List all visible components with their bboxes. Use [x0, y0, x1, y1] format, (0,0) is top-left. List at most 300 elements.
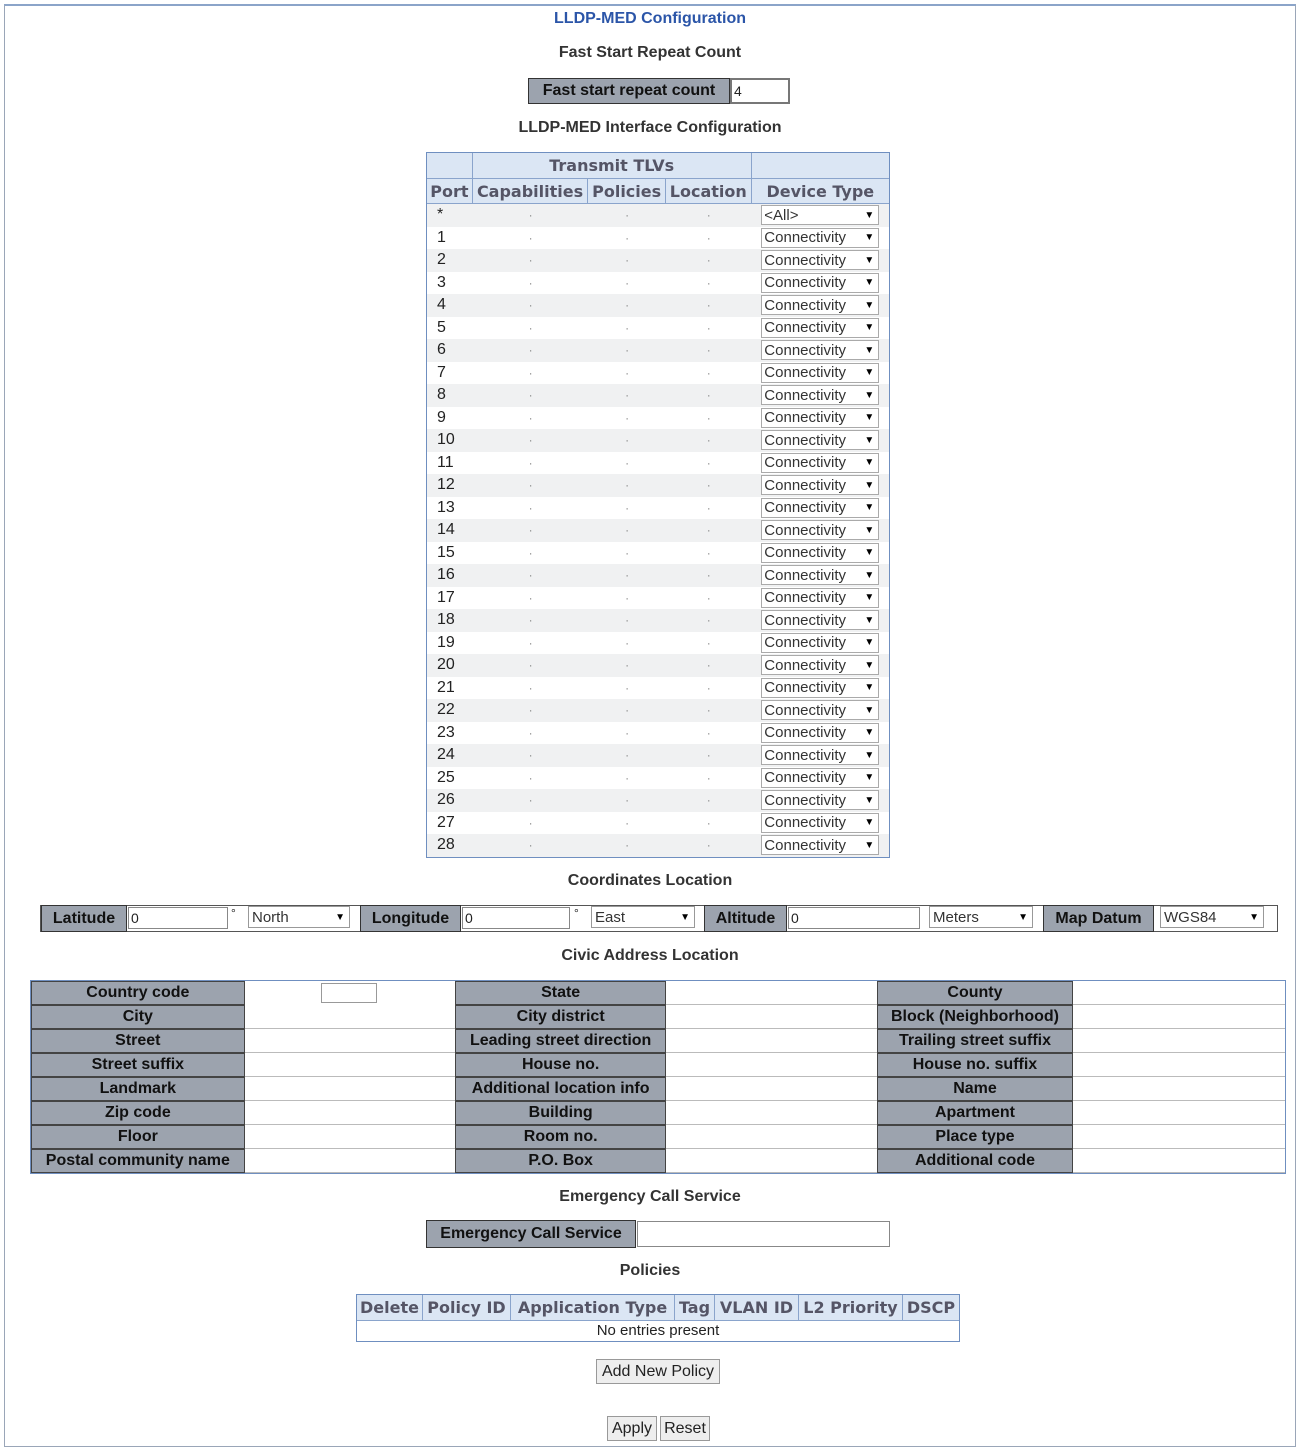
- map-datum-label: Map Datum: [1043, 905, 1154, 932]
- latitude-degree: °: [231, 906, 236, 920]
- device-type-select[interactable]: [761, 768, 879, 788]
- civic-field-label: City district: [455, 1005, 666, 1029]
- emergency-call-service-input[interactable]: [637, 1221, 890, 1247]
- device-type-select[interactable]: [761, 835, 879, 855]
- location-checkbox[interactable]: ·: [706, 568, 711, 583]
- device-type-select[interactable]: [761, 700, 879, 720]
- policy-column-header: Delete: [357, 1295, 423, 1321]
- policies-checkbox[interactable]: ·: [625, 365, 630, 380]
- dropdown-arrow-icon: ▼: [335, 911, 345, 923]
- dropdown-arrow-icon: ▼: [864, 502, 875, 514]
- interface-table: [426, 152, 890, 858]
- capabilities-checkbox[interactable]: ·: [528, 230, 533, 245]
- port-cell: 17: [437, 588, 455, 606]
- port-cell: 23: [437, 723, 455, 741]
- device-type-select[interactable]: [761, 745, 879, 765]
- policies-checkbox[interactable]: ·: [625, 545, 630, 560]
- device-type-value: Connectivity: [764, 611, 846, 629]
- table-row: [427, 564, 889, 587]
- port-cell: 18: [437, 611, 455, 629]
- add-new-policy-button[interactable]: Add New Policy: [596, 1359, 720, 1384]
- port-cell: 24: [437, 746, 455, 764]
- capabilities-checkbox[interactable]: ·: [528, 433, 533, 448]
- location-checkbox[interactable]: ·: [706, 433, 711, 448]
- dropdown-arrow-icon: ▼: [864, 839, 875, 851]
- capabilities-checkbox[interactable]: ·: [528, 388, 533, 403]
- device-type-value: Connectivity: [764, 544, 846, 562]
- port-cell: 12: [437, 476, 455, 494]
- device-type-select[interactable]: [761, 520, 879, 540]
- device-type-select[interactable]: [761, 655, 879, 675]
- civic-field-input[interactable]: [666, 1029, 877, 1053]
- civic-field-label: Landmark: [31, 1077, 245, 1101]
- device-type-value: Connectivity: [764, 229, 846, 247]
- policies-checkbox[interactable]: ·: [625, 748, 630, 763]
- port-cell: 1: [437, 228, 446, 246]
- policies-checkbox[interactable]: ·: [625, 838, 630, 853]
- capabilities-checkbox[interactable]: ·: [528, 275, 533, 290]
- capabilities-checkbox[interactable]: ·: [528, 455, 533, 470]
- civic-row: [31, 1005, 1285, 1029]
- civic-field-input[interactable]: [245, 1005, 456, 1029]
- capabilities-checkbox[interactable]: ·: [528, 410, 533, 425]
- page-title: LLDP-MED Configuration: [554, 10, 746, 27]
- device-type-select[interactable]: [761, 385, 879, 405]
- civic-field-input[interactable]: [245, 1053, 456, 1077]
- policies-checkbox[interactable]: ·: [625, 703, 630, 718]
- reset-button[interactable]: Reset: [660, 1416, 710, 1441]
- location-checkbox[interactable]: ·: [706, 658, 711, 673]
- location-checkbox[interactable]: ·: [706, 635, 711, 650]
- capabilities-checkbox[interactable]: ·: [528, 208, 533, 223]
- civic-field-label: Place type: [877, 1125, 1074, 1149]
- table-row: [427, 789, 889, 812]
- header-blank-2: [752, 153, 889, 179]
- policies-checkbox[interactable]: ·: [625, 410, 630, 425]
- civic-field-label: Street suffix: [31, 1053, 245, 1077]
- civic-field-label: County: [877, 981, 1074, 1005]
- device-type-value: Connectivity: [764, 431, 846, 449]
- location-checkbox[interactable]: ·: [706, 478, 711, 493]
- civic-field-input[interactable]: [1073, 1005, 1285, 1029]
- dropdown-arrow-icon: ▼: [864, 772, 875, 784]
- policies-checkbox[interactable]: ·: [625, 208, 630, 223]
- table-row: [427, 362, 889, 385]
- civic-row: [31, 1125, 1285, 1149]
- device-type-value: Connectivity: [764, 274, 846, 292]
- altitude-input[interactable]: 0: [788, 907, 920, 929]
- device-type-select[interactable]: [761, 475, 879, 495]
- device-type-select[interactable]: [761, 430, 879, 450]
- location-checkbox[interactable]: ·: [706, 703, 711, 718]
- device-type-select[interactable]: [761, 498, 879, 518]
- capabilities-checkbox[interactable]: ·: [528, 298, 533, 313]
- civic-field-input[interactable]: [666, 981, 877, 1005]
- dropdown-arrow-icon: ▼: [864, 659, 875, 671]
- port-cell: 9: [437, 408, 446, 426]
- location-checkbox[interactable]: ·: [706, 388, 711, 403]
- device-type-value: Connectivity: [764, 724, 846, 742]
- device-type-header: Device Type: [752, 179, 889, 204]
- capabilities-checkbox[interactable]: ·: [528, 365, 533, 380]
- policies-checkbox[interactable]: ·: [625, 680, 630, 695]
- dropdown-arrow-icon: ▼: [864, 367, 875, 379]
- dropdown-arrow-icon: ▼: [864, 524, 875, 536]
- dropdown-arrow-icon: ▼: [864, 299, 875, 311]
- civic-row: [31, 1101, 1285, 1125]
- location-checkbox[interactable]: ·: [706, 253, 711, 268]
- location-checkbox[interactable]: ·: [706, 838, 711, 853]
- civic-field-input[interactable]: [666, 1101, 877, 1125]
- location-checkbox[interactable]: ·: [706, 275, 711, 290]
- dropdown-arrow-icon: ▼: [864, 209, 875, 221]
- policies-checkbox[interactable]: ·: [625, 275, 630, 290]
- policies-checkbox[interactable]: ·: [625, 568, 630, 583]
- civic-field-label: Additional location info: [455, 1077, 666, 1101]
- dropdown-arrow-icon: ▼: [864, 704, 875, 716]
- capabilities-checkbox[interactable]: ·: [528, 703, 533, 718]
- device-type-value: Connectivity: [764, 454, 846, 472]
- capabilities-checkbox[interactable]: ·: [528, 680, 533, 695]
- emergency-section-title: Emergency Call Service: [559, 1188, 741, 1205]
- civic-field-input[interactable]: [1073, 1077, 1285, 1101]
- policies-header: Policies: [588, 179, 666, 204]
- dropdown-arrow-icon: ▼: [864, 547, 875, 559]
- civic-row: [31, 1077, 1285, 1101]
- capabilities-checkbox[interactable]: ·: [528, 770, 533, 785]
- table-row: [427, 632, 889, 655]
- device-type-value: <All>: [764, 206, 799, 224]
- emergency-call-service-label: Emergency Call Service: [426, 1220, 636, 1248]
- device-type-value: Connectivity: [764, 589, 846, 607]
- policies-checkbox[interactable]: ·: [625, 613, 630, 628]
- dropdown-arrow-icon: ▼: [1018, 911, 1028, 923]
- civic-field-label: Apartment: [877, 1101, 1074, 1125]
- device-type-select[interactable]: [761, 318, 879, 338]
- table-row: [427, 587, 889, 610]
- capabilities-checkbox[interactable]: ·: [528, 253, 533, 268]
- civic-field-label: Trailing street suffix: [877, 1029, 1074, 1053]
- location-checkbox[interactable]: ·: [706, 680, 711, 695]
- policies-checkbox[interactable]: ·: [625, 815, 630, 830]
- policies-checkbox[interactable]: ·: [625, 523, 630, 538]
- civic-field-label: Floor: [31, 1125, 245, 1149]
- dropdown-arrow-icon: ▼: [864, 592, 875, 604]
- longitude-label: Longitude: [360, 905, 461, 932]
- device-type-value: Connectivity: [764, 746, 846, 764]
- civic-field-label: P.O. Box: [455, 1149, 666, 1173]
- port-cell: 10: [437, 431, 455, 449]
- table-row: [427, 384, 889, 407]
- location-checkbox[interactable]: ·: [706, 500, 711, 515]
- policies-checkbox[interactable]: ·: [625, 253, 630, 268]
- fast-start-input[interactable]: 4: [730, 78, 790, 104]
- location-checkbox[interactable]: ·: [706, 230, 711, 245]
- policies-checkbox[interactable]: ·: [625, 793, 630, 808]
- capabilities-checkbox[interactable]: ·: [528, 523, 533, 538]
- civic-field-input[interactable]: [666, 1005, 877, 1029]
- capabilities-checkbox[interactable]: ·: [528, 725, 533, 740]
- device-type-select[interactable]: [761, 723, 879, 743]
- device-type-select[interactable]: [761, 340, 879, 360]
- longitude-direction-value: East: [595, 908, 626, 926]
- dropdown-arrow-icon: ▼: [864, 682, 875, 694]
- table-row: [427, 497, 889, 520]
- capabilities-checkbox[interactable]: ·: [528, 793, 533, 808]
- latitude-input[interactable]: 0: [128, 907, 228, 929]
- device-type-select[interactable]: [761, 565, 879, 585]
- civic-field-input[interactable]: [666, 1149, 877, 1173]
- port-cell: 14: [437, 521, 455, 539]
- location-checkbox[interactable]: ·: [706, 613, 711, 628]
- device-type-value: Connectivity: [764, 769, 846, 787]
- table-row: [427, 767, 889, 790]
- port-cell: 7: [437, 363, 446, 381]
- no-entries-text: No entries present: [596, 1322, 720, 1339]
- dropdown-arrow-icon: ▼: [864, 457, 875, 469]
- device-type-select[interactable]: [761, 408, 879, 428]
- location-checkbox[interactable]: ·: [706, 725, 711, 740]
- latitude-direction-select[interactable]: [248, 906, 350, 928]
- civic-field-label: Building: [455, 1101, 666, 1125]
- port-cell: 22: [437, 701, 455, 719]
- longitude-input[interactable]: 0: [462, 907, 570, 929]
- device-type-value: Connectivity: [764, 521, 846, 539]
- location-checkbox[interactable]: ·: [706, 748, 711, 763]
- policies-checkbox[interactable]: ·: [625, 343, 630, 358]
- port-cell: 16: [437, 566, 455, 584]
- device-type-value: Connectivity: [764, 499, 846, 517]
- capabilities-checkbox[interactable]: ·: [528, 478, 533, 493]
- device-type-value: Connectivity: [764, 634, 846, 652]
- policies-checkbox[interactable]: ·: [625, 388, 630, 403]
- capabilities-checkbox[interactable]: ·: [528, 815, 533, 830]
- civic-field-input[interactable]: [245, 1077, 456, 1101]
- policies-checkbox[interactable]: ·: [625, 455, 630, 470]
- device-type-select[interactable]: [761, 790, 879, 810]
- table-row: [427, 227, 889, 250]
- capabilities-checkbox[interactable]: ·: [528, 500, 533, 515]
- port-cell: *: [437, 206, 444, 224]
- table-row: [427, 542, 889, 565]
- civic-field-label: Country code: [31, 981, 245, 1005]
- civic-field-label: House no.: [455, 1053, 666, 1077]
- location-checkbox[interactable]: ·: [706, 455, 711, 470]
- location-checkbox[interactable]: ·: [706, 793, 711, 808]
- dropdown-arrow-icon: ▼: [864, 749, 875, 761]
- civic-field-label: Name: [877, 1077, 1074, 1101]
- policies-checkbox[interactable]: ·: [625, 770, 630, 785]
- capabilities-checkbox[interactable]: ·: [528, 590, 533, 605]
- dropdown-arrow-icon: ▼: [864, 322, 875, 334]
- dropdown-arrow-icon: ▼: [864, 277, 875, 289]
- policy-column-header: Policy ID: [423, 1295, 511, 1321]
- device-type-select[interactable]: [761, 295, 879, 315]
- policies-checkbox[interactable]: ·: [625, 658, 630, 673]
- device-type-value: Connectivity: [764, 409, 846, 427]
- capabilities-checkbox[interactable]: ·: [528, 613, 533, 628]
- port-cell: 19: [437, 633, 455, 651]
- latitude-label: Latitude: [41, 905, 127, 932]
- civic-field-input[interactable]: [245, 1125, 456, 1149]
- device-type-select[interactable]: [761, 363, 879, 383]
- policy-column-header: L2 Priority: [799, 1295, 903, 1321]
- port-cell: 28: [437, 836, 455, 854]
- policies-checkbox[interactable]: ·: [625, 635, 630, 650]
- capabilities-checkbox[interactable]: ·: [528, 658, 533, 673]
- civic-field-input[interactable]: [1073, 1029, 1285, 1053]
- altitude-unit-select[interactable]: [929, 906, 1033, 928]
- location-checkbox[interactable]: ·: [706, 815, 711, 830]
- civic-field-label: City: [31, 1005, 245, 1029]
- policies-checkbox[interactable]: ·: [625, 590, 630, 605]
- civic-row: [31, 1149, 1285, 1173]
- policies-checkbox[interactable]: ·: [625, 320, 630, 335]
- policy-column-header: DSCP: [903, 1295, 959, 1321]
- device-type-value: Connectivity: [764, 251, 846, 269]
- port-cell: 8: [437, 386, 446, 404]
- port-header: Port: [427, 179, 473, 204]
- civic-field-input[interactable]: [1073, 981, 1285, 1005]
- interface-section-title: LLDP-MED Interface Configuration: [518, 119, 782, 136]
- location-checkbox[interactable]: ·: [706, 298, 711, 313]
- table-row: [427, 609, 889, 632]
- device-type-value: Connectivity: [764, 386, 846, 404]
- dropdown-arrow-icon: ▼: [864, 569, 875, 581]
- country-code-input[interactable]: [321, 983, 377, 1003]
- location-checkbox[interactable]: ·: [706, 343, 711, 358]
- table-row: [427, 339, 889, 362]
- table-row: [427, 519, 889, 542]
- device-type-select[interactable]: [761, 453, 879, 473]
- table-row: [427, 699, 889, 722]
- capabilities-checkbox[interactable]: ·: [528, 320, 533, 335]
- policies-checkbox[interactable]: ·: [625, 230, 630, 245]
- location-checkbox[interactable]: ·: [706, 545, 711, 560]
- civic-field-input[interactable]: [1073, 1053, 1285, 1077]
- civic-field-input[interactable]: [1073, 1149, 1285, 1173]
- device-type-value: Connectivity: [764, 296, 846, 314]
- location-checkbox[interactable]: ·: [706, 590, 711, 605]
- civic-field-label: Postal community name: [31, 1149, 245, 1173]
- civic-field-input[interactable]: [245, 1101, 456, 1125]
- civic-row: [31, 1053, 1285, 1077]
- port-cell: 15: [437, 543, 455, 561]
- capabilities-checkbox[interactable]: ·: [528, 343, 533, 358]
- civic-row: [31, 1029, 1285, 1053]
- port-cell: 3: [437, 273, 446, 291]
- device-type-select[interactable]: [761, 543, 879, 563]
- fast-start-label: Fast start repeat count: [528, 78, 730, 104]
- port-cell: 2: [437, 251, 446, 269]
- civic-field-input[interactable]: [666, 1053, 877, 1077]
- device-type-value: Connectivity: [764, 341, 846, 359]
- capabilities-checkbox[interactable]: ·: [528, 838, 533, 853]
- latitude-direction-value: North: [252, 908, 289, 926]
- dropdown-arrow-icon: ▼: [864, 794, 875, 806]
- map-datum-select[interactable]: [1160, 906, 1264, 928]
- dropdown-arrow-icon: ▼: [864, 614, 875, 626]
- civic-section-title: Civic Address Location: [561, 947, 739, 964]
- dropdown-arrow-icon: ▼: [1249, 911, 1259, 923]
- capabilities-checkbox[interactable]: ·: [528, 568, 533, 583]
- location-checkbox[interactable]: ·: [706, 365, 711, 380]
- civic-field-input[interactable]: [1073, 1125, 1285, 1149]
- device-type-value: Connectivity: [764, 791, 846, 809]
- civic-field-label: Additional code: [877, 1149, 1074, 1173]
- device-type-select-all[interactable]: [761, 205, 879, 225]
- port-cell: 4: [437, 296, 446, 314]
- table-row: [427, 272, 889, 295]
- capabilities-checkbox[interactable]: ·: [528, 545, 533, 560]
- location-checkbox[interactable]: ·: [706, 523, 711, 538]
- civic-field-input[interactable]: [245, 981, 456, 1005]
- dropdown-arrow-icon: ▼: [680, 911, 690, 923]
- table-row: [427, 654, 889, 677]
- civic-field-label: Room no.: [455, 1125, 666, 1149]
- civic-field-input[interactable]: [666, 1125, 877, 1149]
- policies-checkbox[interactable]: ·: [625, 433, 630, 448]
- device-type-select[interactable]: [761, 813, 879, 833]
- civic-field-input[interactable]: [245, 1149, 456, 1173]
- policies-checkbox[interactable]: ·: [625, 478, 630, 493]
- policies-checkbox[interactable]: ·: [625, 298, 630, 313]
- location-checkbox[interactable]: ·: [706, 770, 711, 785]
- longitude-direction-select[interactable]: [591, 906, 695, 928]
- dropdown-arrow-icon: ▼: [864, 344, 875, 356]
- header-blank: [427, 153, 473, 179]
- device-type-select[interactable]: [761, 633, 879, 653]
- apply-button[interactable]: Apply: [607, 1416, 657, 1441]
- dropdown-arrow-icon: ▼: [864, 479, 875, 491]
- port-cell: 6: [437, 341, 446, 359]
- location-checkbox[interactable]: ·: [706, 410, 711, 425]
- table-row: [427, 452, 889, 475]
- civic-address-table: [30, 980, 1286, 1174]
- capabilities-checkbox[interactable]: ·: [528, 748, 533, 763]
- civic-field-input[interactable]: [1073, 1101, 1285, 1125]
- dropdown-arrow-icon: ▼: [864, 232, 875, 244]
- location-checkbox[interactable]: ·: [706, 208, 711, 223]
- device-type-select[interactable]: [761, 588, 879, 608]
- device-type-select[interactable]: [761, 228, 879, 248]
- policies-checkbox[interactable]: ·: [625, 725, 630, 740]
- device-type-value: Connectivity: [764, 836, 846, 854]
- civic-field-input[interactable]: [666, 1077, 877, 1101]
- port-cell: 25: [437, 768, 455, 786]
- device-type-select[interactable]: [761, 610, 879, 630]
- device-type-select[interactable]: [761, 273, 879, 293]
- table-row: [427, 429, 889, 452]
- location-checkbox[interactable]: ·: [706, 320, 711, 335]
- civic-field-label: State: [455, 981, 666, 1005]
- civic-field-label: Street: [31, 1029, 245, 1053]
- longitude-degree: °: [574, 906, 579, 920]
- table-row: [427, 812, 889, 835]
- port-cell: 21: [437, 678, 455, 696]
- policies-checkbox[interactable]: ·: [625, 500, 630, 515]
- table-row: [427, 722, 889, 745]
- device-type-select[interactable]: [761, 250, 879, 270]
- civic-row: [31, 981, 1285, 1005]
- capabilities-checkbox[interactable]: ·: [528, 635, 533, 650]
- device-type-select[interactable]: [761, 678, 879, 698]
- port-cell: 5: [437, 318, 446, 336]
- port-cell: 26: [437, 791, 455, 809]
- civic-field-input[interactable]: [245, 1029, 456, 1053]
- policy-column-header: VLAN ID: [715, 1295, 799, 1321]
- civic-field-label: Leading street direction: [455, 1029, 666, 1053]
